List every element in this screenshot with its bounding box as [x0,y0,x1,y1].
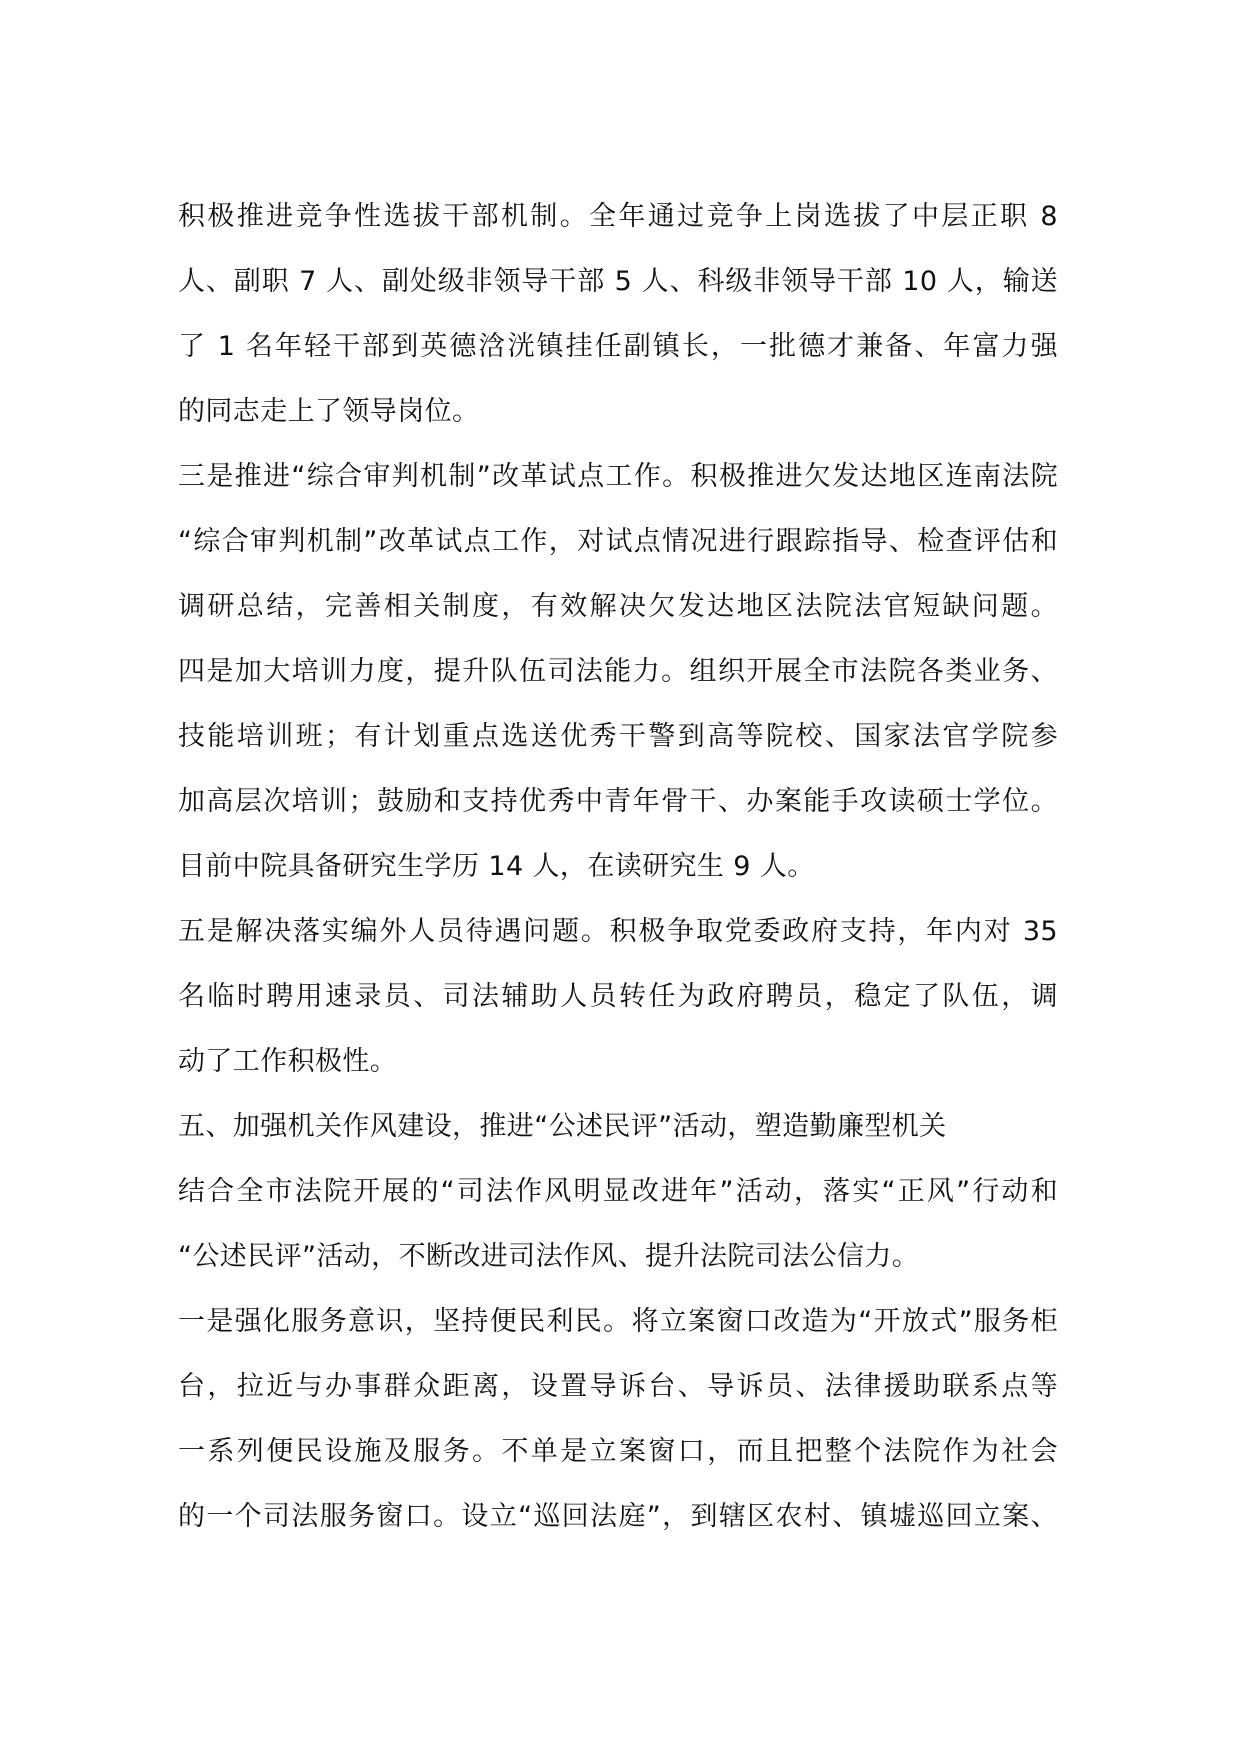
text-line: 了 1 名年轻干部到英德浛洸镇挂任副镇长，一批德才兼备、年富力强 [178,331,1058,362]
text-line: 积极推进竞争性选拔干部机制。全年通过竞争上岗选拔了中层正职 8 [178,201,1058,232]
text-line: 加高层次培训；鼓励和支持优秀中青年骨干、办案能手攻读硕士学位。 [178,786,1058,817]
text-line: 三是推进“综合审判机制”改革试点工作。积极推进欠发达地区连南法院 [178,461,1058,492]
text-line: 一系列便民设施及服务。不单是立案窗口，而且把整个法院作为社会 [178,1436,1058,1467]
text-line: 目前中院具备研究生学历 14 人，在读研究生 9 人。 [178,851,815,882]
text-line: 技能培训班；有计划重点选送优秀干警到高等院校、国家法官学院参 [178,721,1058,752]
text-line: 台，拉近与办事群众距离，设置导诉台、导诉员、法律援助联系点等 [178,1371,1058,1402]
text-line: 人、副职 7 人、副处级非领导干部 5 人、科级非领导干部 10 人，输送 [178,266,1058,297]
text-line: “公述民评”活动，不断改进司法作风、提升法院司法公信力。 [178,1241,920,1272]
text-line: 动了工作积极性。 [178,1046,398,1077]
text-line: 四是加大培训力度，提升队伍司法能力。组织开展全市法院各类业务、 [178,656,1058,687]
text-line: 名临时聘用速录员、司法辅助人员转任为政府聘员，稳定了队伍，调 [178,981,1058,1012]
text-line: “综合审判机制”改革试点工作，对试点情况进行跟踪指导、检查评估和 [178,526,1058,557]
text-line: 调研总结，完善相关制度，有效解决欠发达地区法院法官短缺问题。 [178,591,1058,622]
text-line: 的一个司法服务窗口。设立“巡回法庭”，到辖区农村、镇墟巡回立案、 [178,1501,1058,1532]
text-line: 结合全市法院开展的“司法作风明显改进年”活动，落实“正风”行动和 [178,1176,1058,1207]
text-line: 五是解决落实编外人员待遇问题。积极争取党委政府支持，年内对 35 [178,916,1058,947]
section-heading: 五、加强机关作风建设，推进“公述民评”活动，塑造勤廉型机关 [178,1111,947,1142]
text-line: 的同志走上了领导岗位。 [178,396,480,427]
text-line: 一是强化服务意识，坚持便民利民。将立案窗口改造为“开放式”服务柜 [178,1306,1058,1337]
document-body [178,184,1058,1549]
